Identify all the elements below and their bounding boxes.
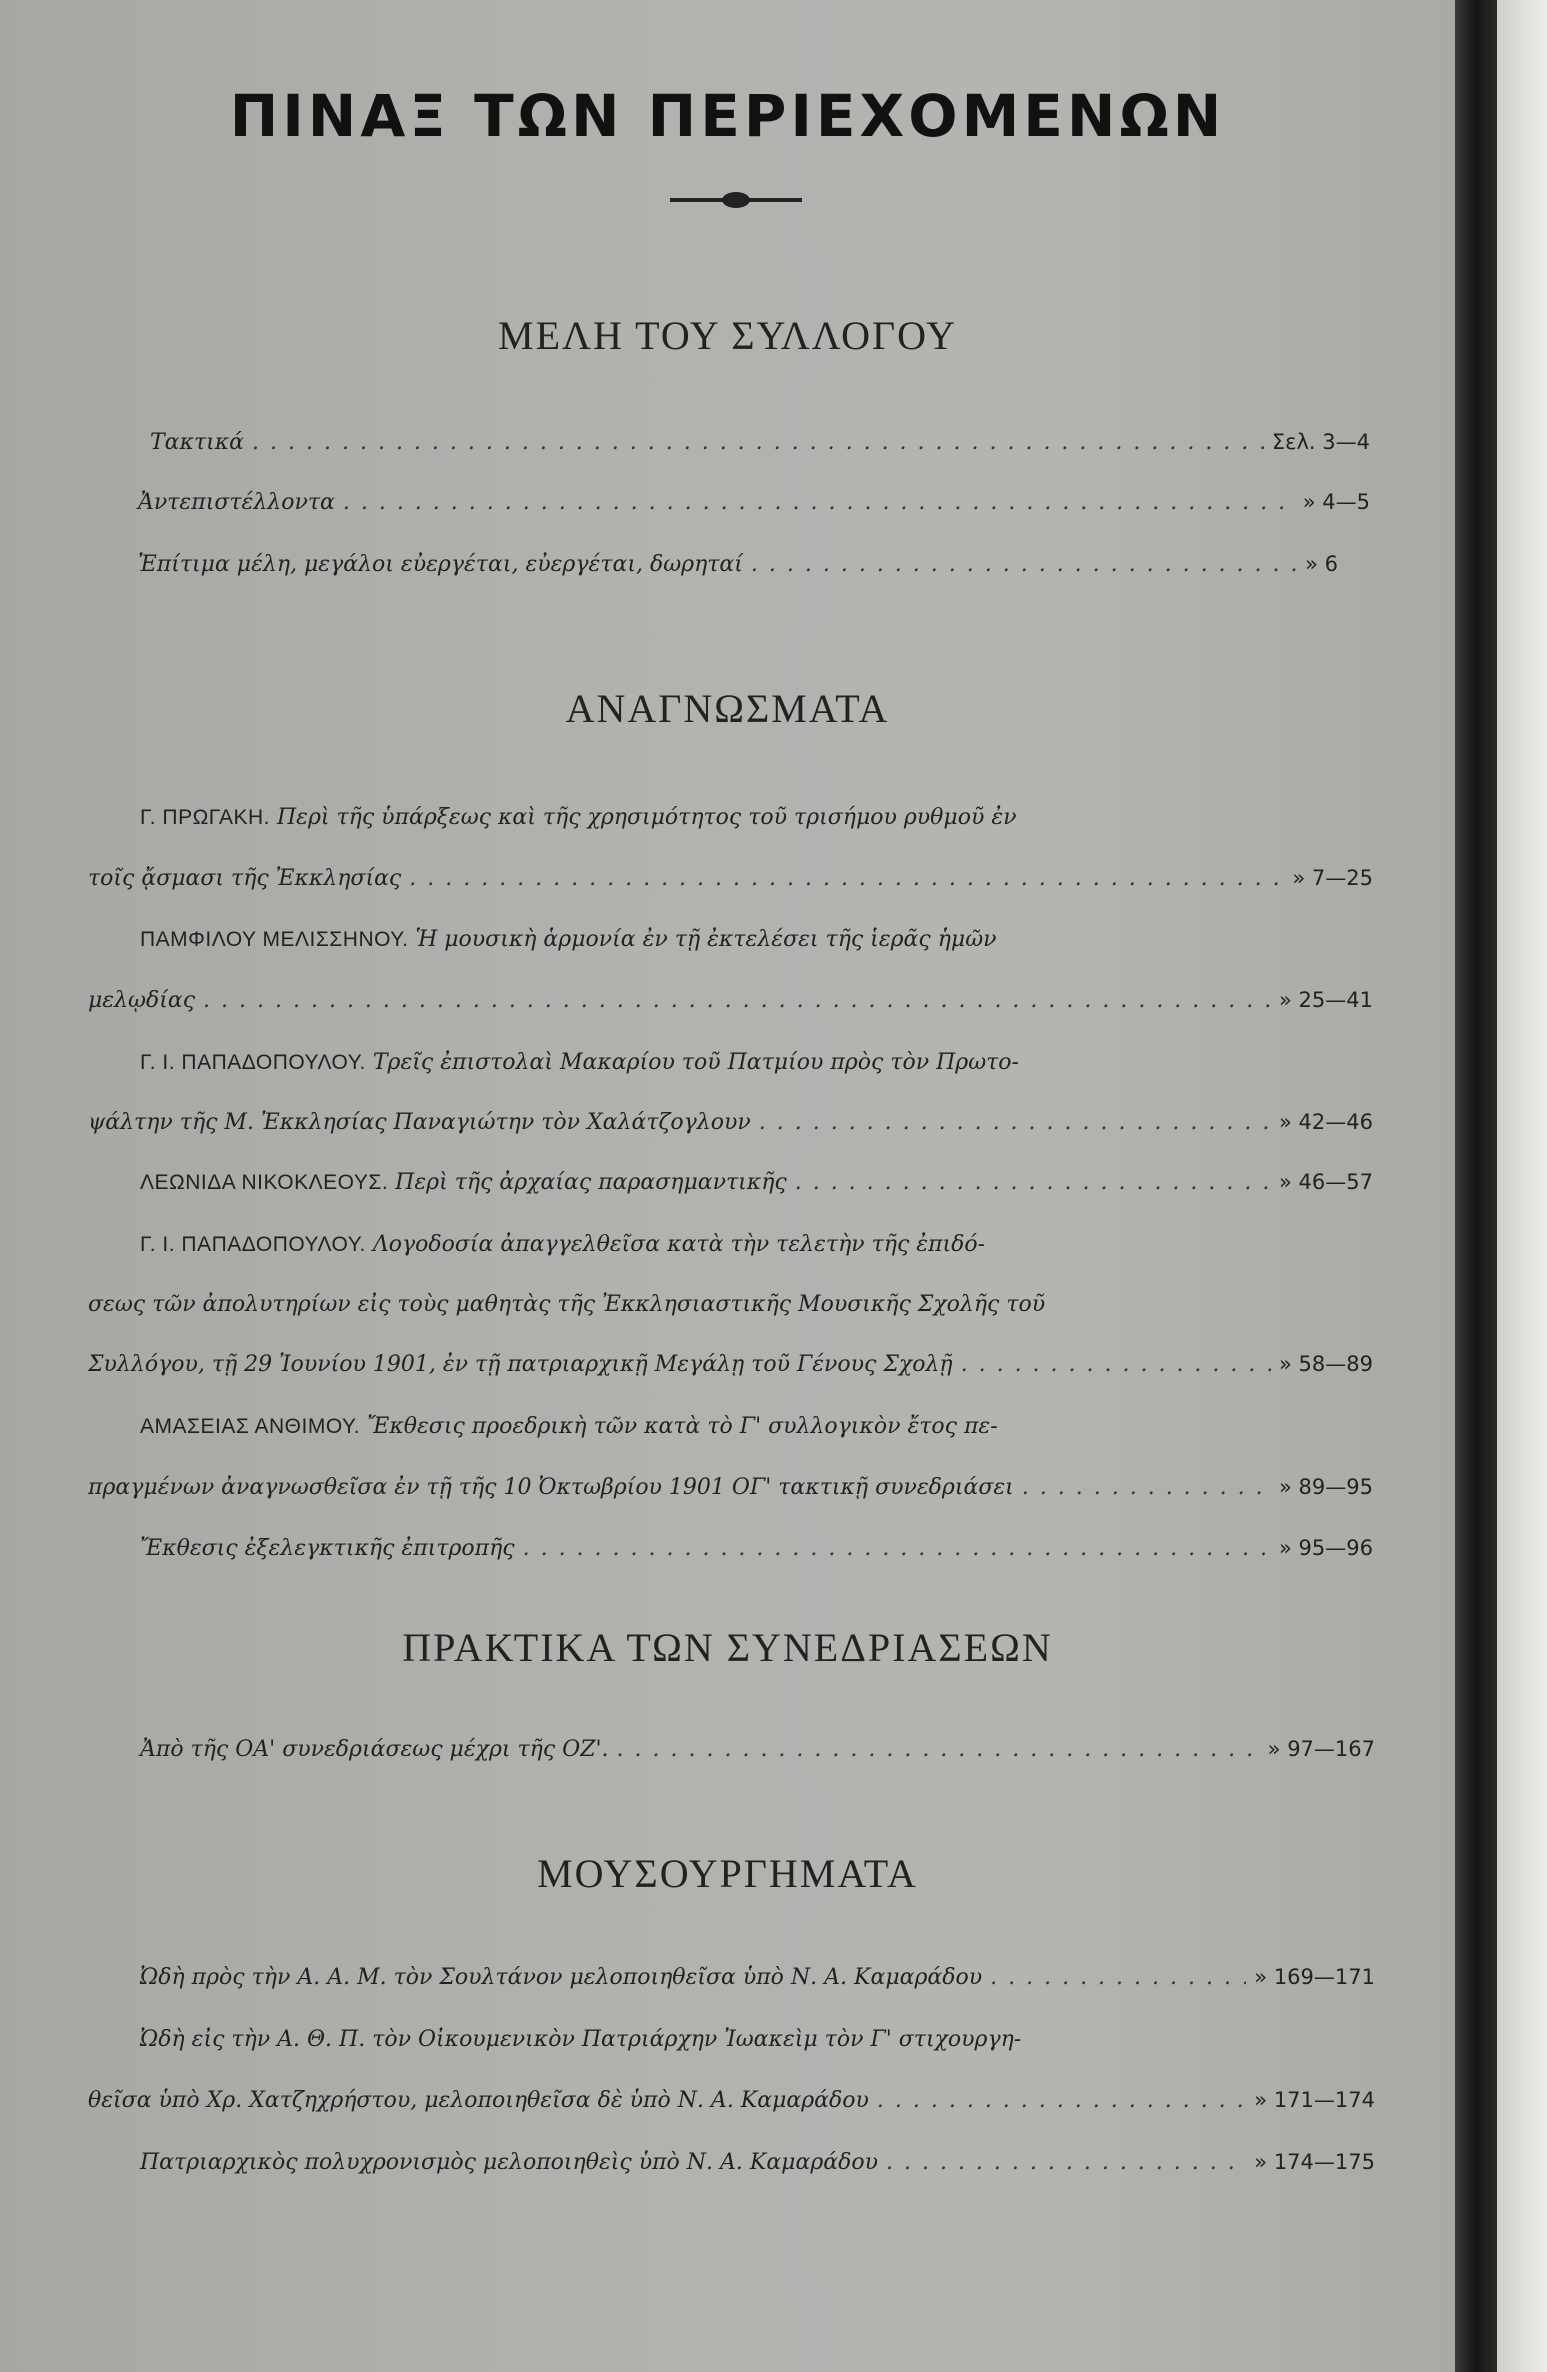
section-heading-proceedings: ΠΡΑΚΤΙΚΑ ΤΩΝ ΣΥΝΕΔΡΙΑΣΕΩΝ: [402, 1625, 1053, 1670]
toc-entry-line: Γ. ΠΡΩΓΑΚΗ. Περὶ τῆς ὑπάρξεως καὶ τῆς χρησιμότητος τοῦ τρισήμου ρυθμοῦ ἐν: [140, 805, 1017, 830]
page-edge: [1497, 0, 1547, 2372]
toc-entry-line: ΠΑΜΦΙΛΟΥ ΜΕΛΙΣΣΗΝΟΥ. Ἡ μουσικὴ ἁρμονία ἐν τῇ ἐκτελέσει τῆς ἱερᾶς ἡμῶν: [140, 927, 997, 952]
section-heading-members: ΜΕΛΗ ΤΟΥ ΣΥΛΛΟΓΟΥ: [498, 313, 957, 358]
toc-entry: Ἀπὸ τῆς ΟΑ' συνεδριάσεως μέχρι τῆς ΟΖ'. . . . » 97—167: [140, 1737, 1375, 1762]
book-spine: [1455, 0, 1497, 2372]
page-title: ΠΙΝΑΞ ΤΩΝ ΠΕΡΙΕΧΟΜΕΝΩΝ: [229, 82, 1226, 150]
toc-entry-line: Γ. Ι. ΠΑΠΑΔΟΠΟΥΛΟΥ. Λογοδοσία ἀπαγγελθεῖσα κατὰ τὴν τελετὴν τῆς ἐπιδό-: [140, 1232, 986, 1257]
toc-entry: Συλλόγου, τῇ 29 Ἰουνίου 1901, ἐν τῇ πατριαρχικῇ Μεγάλῃ τοῦ Γένους Σχολῇ . . . » 58—89: [88, 1352, 1373, 1377]
toc-entry: ΛΕΩΝΙΔΑ ΝΙΚΟΚΛΕΟΥΣ. Περὶ τῆς ἀρχαίας παρασημαντικῆς . . . » 46—57: [140, 1170, 1373, 1195]
toc-entry-line: Γ. Ι. ΠΑΠΑΔΟΠΟΥΛΟΥ. Τρεῖς ἐπιστολαὶ Μακαρίου τοῦ Πατμίου πρὸς τὸν Πρωτο-: [140, 1050, 1019, 1075]
title-ornament: [670, 198, 802, 202]
section-heading-readings: ΑΝΑΓΝΩΣΜΑΤΑ: [565, 686, 890, 731]
toc-entry: τοῖς ᾄσμασι τῆς Ἐκκλησίας . . . » 7—25: [88, 866, 1373, 891]
toc-entry: θεῖσα ὑπὸ Χρ. Χατζηχρήστου, μελοποιηθεῖσα δὲ ὑπὸ Ν. Α. Καμαράδου . . . » 171—174: [88, 2088, 1375, 2113]
toc-entry: Τακτικά . . . Σελ. 3—4: [150, 430, 1370, 455]
toc-entry: μελῳδίας . . . » 25—41: [88, 988, 1373, 1013]
toc-entry: ψάλτην τῆς Μ. Ἐκκλησίας Παναγιώτην τὸν Χαλάτζογλουν . . . » 42—46: [88, 1110, 1373, 1135]
toc-entry: πραγμένων ἀναγνωσθεῖσα ἐν τῇ τῆς 10 Ὀκτωβρίου 1901 ΟΓ' τακτικῇ συνεδριάσει . . . » 89—95: [88, 1475, 1373, 1500]
toc-entry-line: σεως τῶν ἀπολυτηρίων εἰς τοὺς μαθητὰς τῆς Ἐκκλησιαστικῆς Μουσικῆς Σχολῆς τοῦ: [88, 1292, 1046, 1317]
toc-entry-line: Ὠδὴ εἰς τὴν Α. Θ. Π. τὸν Οἰκουμενικὸν Πατριάρχην Ἰωακεὶμ τὸν Γ' στιχουργη-: [140, 2027, 1022, 2052]
section-heading-compositions: ΜΟΥΣΟΥΡΓΗΜΑΤΑ: [537, 1851, 918, 1896]
toc-entry: Ἔκθεσις ἐξελεγκτικῆς ἐπιτροπῆς . . . » 95—96: [140, 1536, 1373, 1561]
toc-entry: Ὠδὴ πρὸς τὴν Α. Α. Μ. τὸν Σουλτάνον μελοποιηθεῖσα ὑπὸ Ν. Α. Καμαράδου . . . » 169—171: [140, 1965, 1375, 1990]
toc-entry: Ἀντεπιστέλλοντα . . . » 4—5: [138, 490, 1370, 515]
toc-entry: Ἐπίτιμα μέλη, μεγάλοι εὐεργέται, εὐεργέται, δωρηταί . . . » 6: [138, 552, 1338, 577]
toc-entry-line: ΑΜΑΣΕΙΑΣ ΑΝΘΙΜΟΥ. Ἔκθεσις προεδρικὴ τῶν κατὰ τὸ Γ' συλλογικὸν ἔτος πε-: [140, 1414, 998, 1439]
toc-entry: Πατριαρχικὸς πολυχρονισμὸς μελοποιηθεὶς ὑπὸ Ν. Α. Καμαράδου . . . » 174—175: [140, 2150, 1375, 2175]
